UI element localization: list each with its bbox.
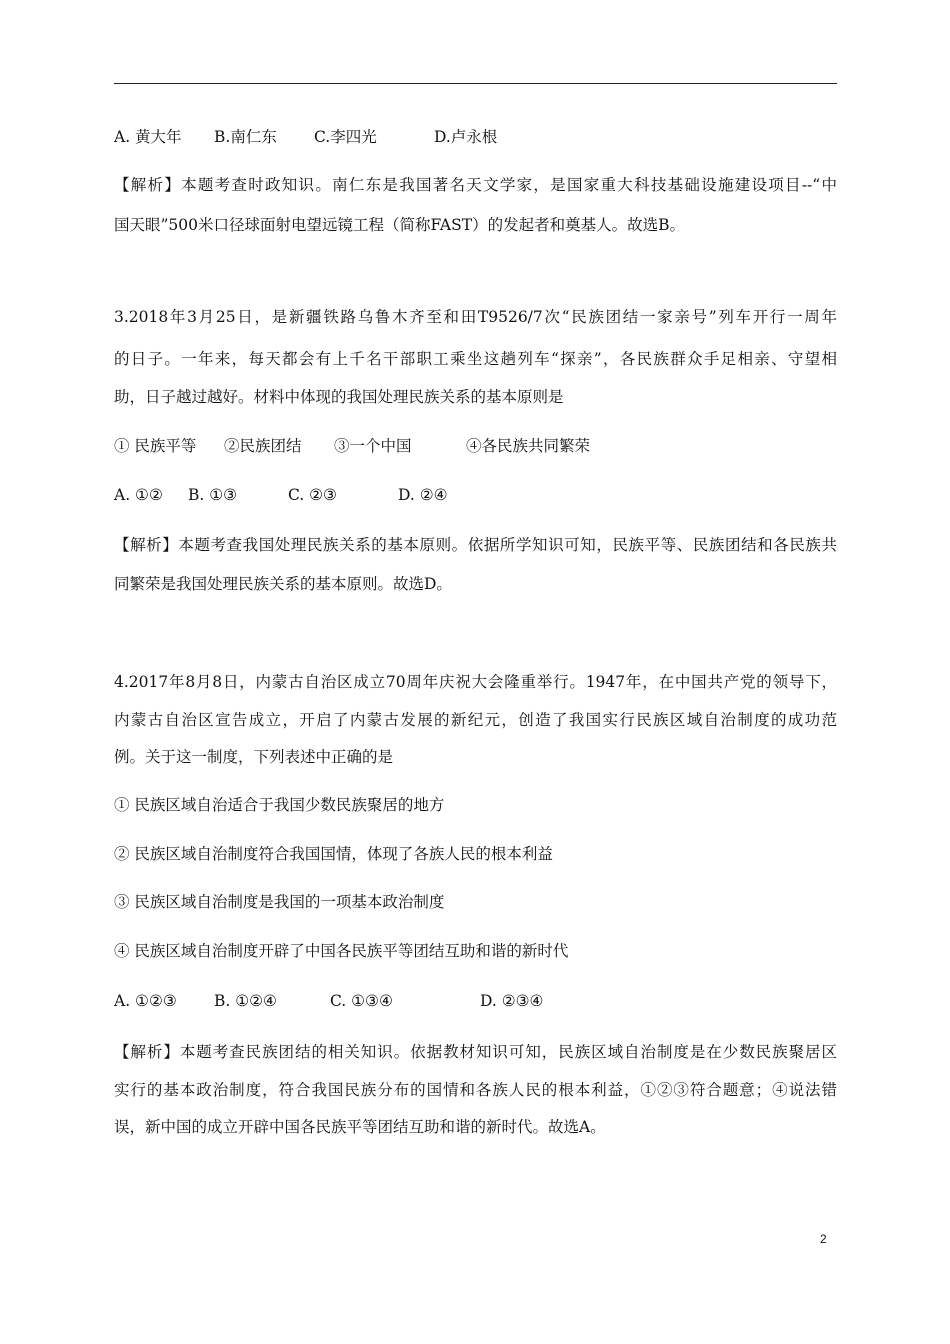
- q4-analysis-line: 【解析】本题考查民族团结的相关知识。依据教材知识可知，民族区域自治制度是在少数民族聚居区: [114, 1043, 837, 1061]
- q3-option-a: A. ①②: [114, 486, 163, 504]
- q3-option-b: B. ①③: [188, 486, 238, 504]
- q4-stem-line: 例。关于这一制度，下列表述中正确的是: [114, 748, 394, 766]
- q3-option-d: D. ②④: [398, 486, 448, 504]
- header-rule: [114, 83, 837, 84]
- q3-analysis-line: 同繁荣是我国处理民族关系的基本原则。故选D。: [114, 575, 452, 593]
- q3-stem-line: 助，日子越过越好。材料中体现的我国处理民族关系的基本原则是: [114, 388, 564, 406]
- q2-option-a: A. 黄大年: [114, 128, 182, 146]
- q3-statement-2: ②民族团结: [224, 437, 302, 455]
- q3-statement-3: ③一个中国: [334, 437, 412, 455]
- q4-statement: ④ 民族区域自治制度开辟了中国各民族平等团结互助和谐的新时代: [114, 942, 569, 960]
- q4-analysis-line: 实行的基本政治制度，符合我国民族分布的国情和各族人民的根本利益，①②③符合题意；④说法错: [114, 1081, 837, 1099]
- q4-stem-line: 4.2017年8月8日，内蒙古自治区成立70周年庆祝大会隆重举行。1947年，在中国共产党的领导下，: [114, 673, 837, 691]
- q3-statement-1: ① 民族平等: [114, 437, 197, 455]
- q2-analysis-line: 【解析】本题考查时政知识。南仁东是我国著名天文学家，是国家重大科技基础设施建设项目--“中: [114, 176, 837, 194]
- q2-option-b: B.南仁东: [214, 128, 277, 146]
- q4-option-d: D. ②③④: [480, 992, 544, 1010]
- q4-option-c: C. ①③④: [330, 992, 393, 1010]
- q3-stem-line: 的日子。一年来，每天都会有上千名干部职工乘坐这趟列车“探亲”，各民族群众手足相亲、守望相: [114, 350, 837, 368]
- q4-analysis-line: 误，新中国的成立开辟中国各民族平等团结互助和谐的新时代。故选A。: [114, 1118, 606, 1136]
- q3-option-c: C. ②③: [288, 486, 337, 504]
- page-number: 2: [820, 1232, 827, 1246]
- q4-option-b: B. ①②④: [214, 992, 277, 1010]
- q4-statement: ① 民族区域自治适合于我国少数民族聚居的地方: [114, 796, 445, 814]
- q4-statement: ② 民族区域自治制度符合我国国情，体现了各族人民的根本利益: [114, 845, 553, 863]
- q2-option-d: D.卢永根: [434, 128, 498, 146]
- q3-analysis-line: 【解析】本题考查我国处理民族关系的基本原则。依据所学知识可知，民族平等、民族团结和各民族共: [114, 536, 837, 554]
- q4-statement: ③ 民族区域自治制度是我国的一项基本政治制度: [114, 893, 445, 911]
- q3-statement-4: ④各民族共同繁荣: [466, 437, 591, 455]
- q4-stem-line: 内蒙古自治区宣告成立，开启了内蒙古发展的新纪元，创造了我国实行民族区域自治制度的成功范: [114, 711, 837, 729]
- q2-option-c: C.李四光: [314, 128, 377, 146]
- q4-option-a: A. ①②③: [114, 992, 177, 1010]
- q3-stem-line: 3.2018年3月25日，是新疆铁路乌鲁木齐至和田T9526/7次“民族团结一家亲号”列车开行一周年: [114, 308, 837, 326]
- q2-analysis-line: 国天眼”500米口径球面射电望远镜工程（简称FAST）的发起者和奠基人。故选B。: [114, 216, 685, 234]
